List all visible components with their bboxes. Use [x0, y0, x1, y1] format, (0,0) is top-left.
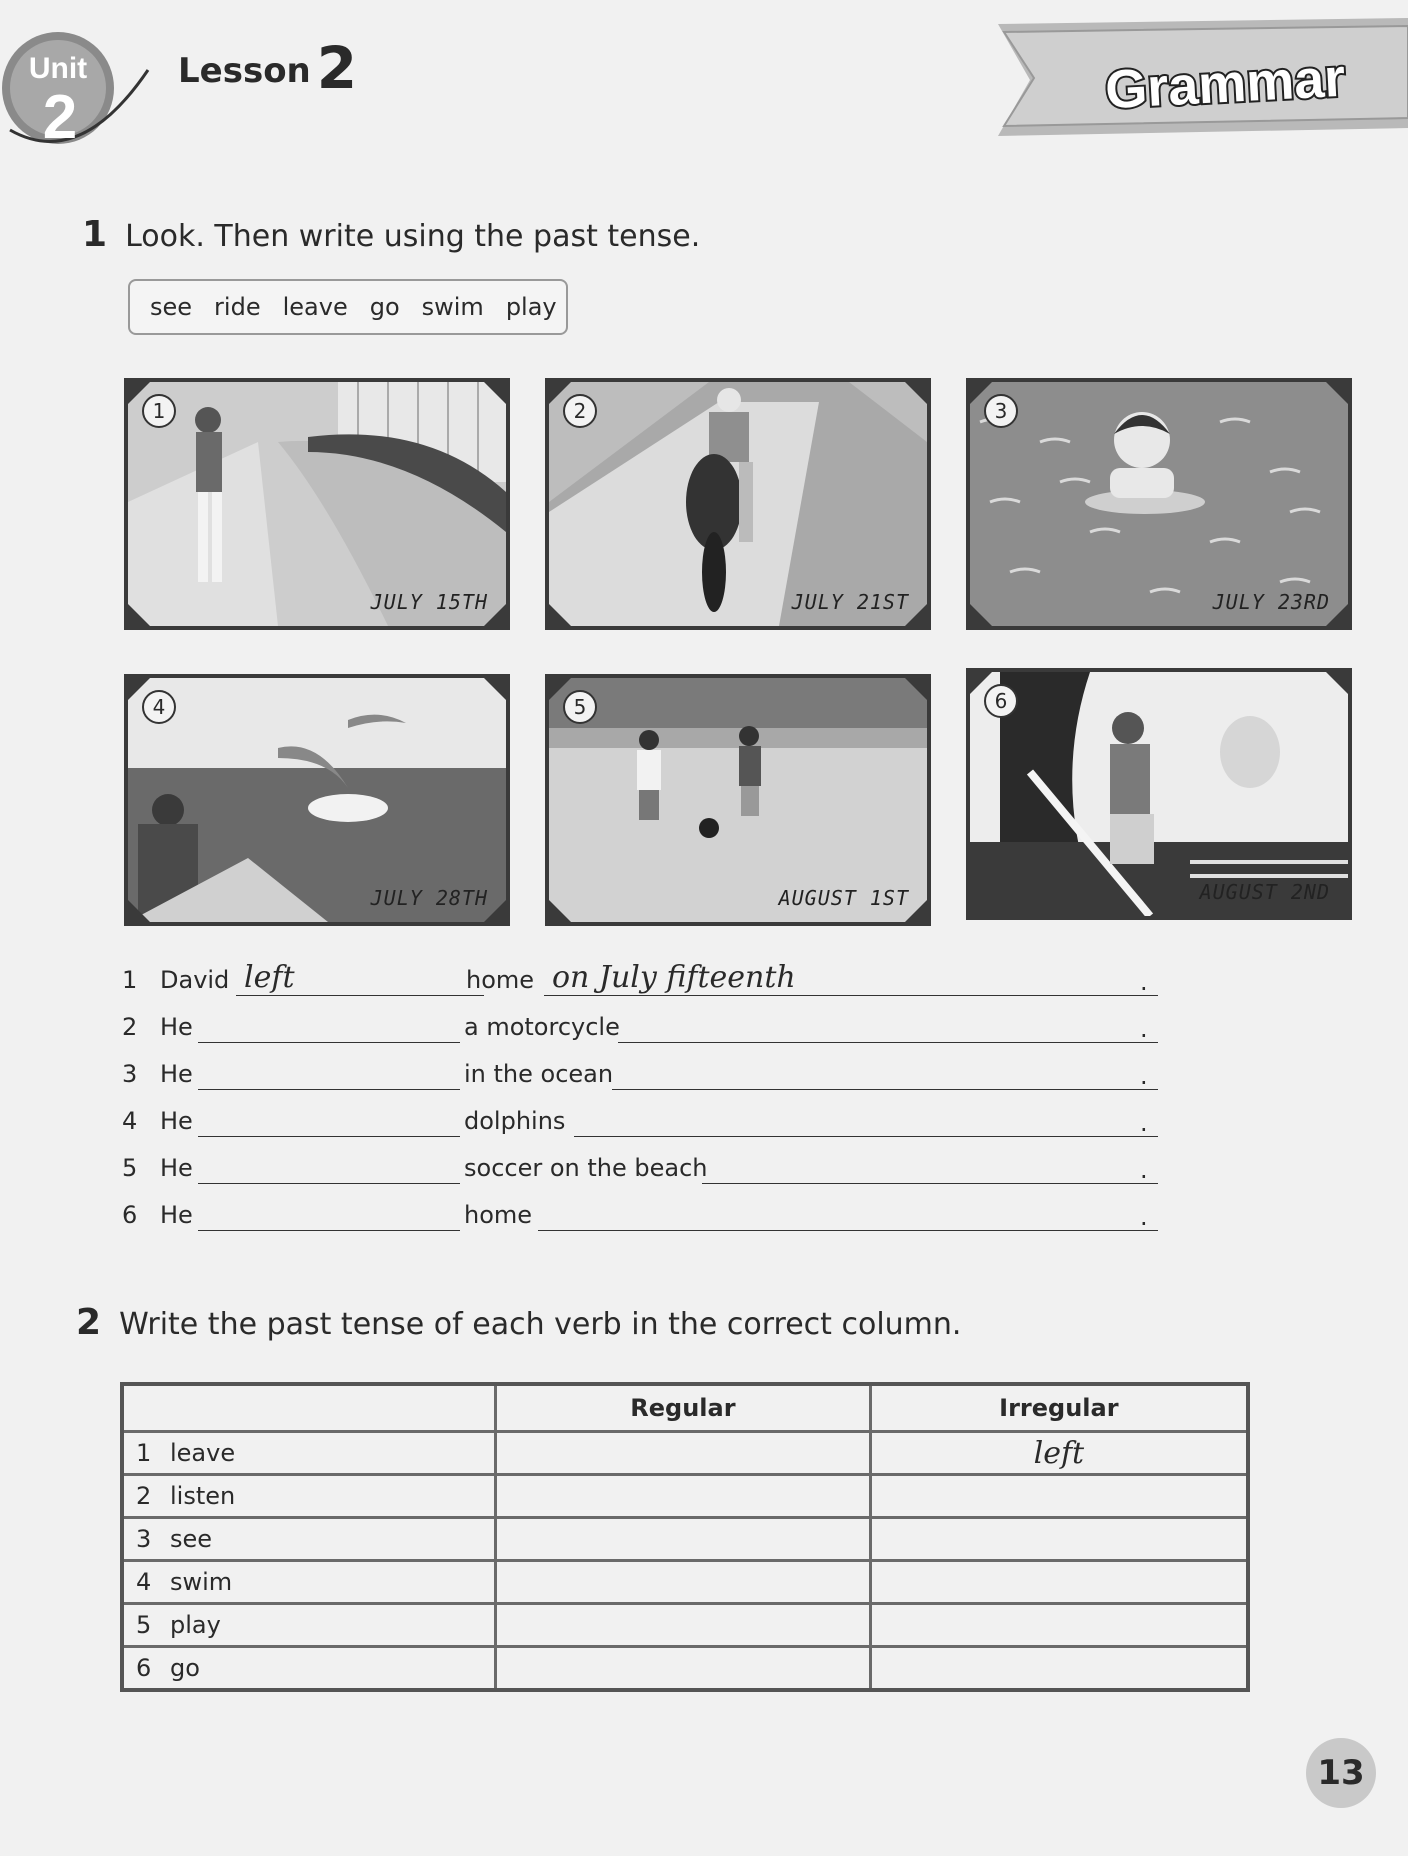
verb-answer-blank[interactable] — [198, 1100, 460, 1137]
grammar-banner — [990, 10, 1408, 150]
photo-corner — [484, 382, 506, 404]
word-bank — [128, 279, 568, 335]
verb-cell — [122, 1432, 496, 1475]
exercise-2-heading — [76, 1302, 961, 1343]
picture-date: AUGUST 1ST — [778, 886, 909, 910]
row-number: 5 — [136, 1611, 152, 1639]
end-answer-blank[interactable] — [538, 1194, 1158, 1231]
photo-corner — [970, 604, 992, 626]
row-number: 1 — [136, 1439, 152, 1467]
end-answer-blank[interactable] — [612, 1053, 1158, 1090]
picture-number: 1 — [142, 394, 176, 428]
verb-answer-blank[interactable] — [198, 1194, 460, 1231]
picture-number: 2 — [563, 394, 597, 428]
sentence-middle: home — [466, 966, 535, 994]
word-bank-item: see — [150, 293, 193, 321]
exercise-2-number: 2 — [76, 1302, 102, 1343]
period: . — [1140, 1062, 1148, 1090]
photo-corner — [484, 604, 506, 626]
sentence-subject: He — [160, 1154, 193, 1182]
irregular-cell[interactable]: left — [870, 1432, 1248, 1475]
period: . — [1140, 1109, 1148, 1137]
photo-corner — [1326, 382, 1348, 404]
photo-corner — [970, 672, 992, 694]
sentence-row — [122, 960, 1152, 1000]
exercise-1-number: 1 — [82, 214, 108, 255]
picture-3 — [966, 378, 1352, 630]
irregular-cell[interactable] — [870, 1518, 1248, 1561]
verb-cell — [122, 1518, 496, 1561]
verb-answer-blank[interactable] — [198, 1147, 460, 1184]
photo-corner — [128, 900, 150, 922]
photo-corner — [128, 604, 150, 626]
picture-4 — [124, 674, 510, 926]
picture-number: 4 — [142, 690, 176, 724]
photo-corner — [970, 894, 992, 916]
photo-corner — [1326, 894, 1348, 916]
verb-answer-blank[interactable] — [198, 1006, 460, 1043]
sentence-row — [122, 1148, 1152, 1188]
period: . — [1140, 1203, 1148, 1231]
word-bank-item: ride — [214, 293, 261, 321]
grammar-banner-text: Grammar — [1103, 47, 1347, 121]
table-header-row — [122, 1384, 1248, 1432]
verb: see — [170, 1525, 213, 1553]
end-answer-blank[interactable] — [618, 1006, 1158, 1043]
unit-number: 2 — [42, 83, 78, 152]
lesson-number: 2 — [316, 34, 358, 102]
unit-label: Unit — [28, 52, 88, 85]
photo-corner — [1326, 604, 1348, 626]
verb-answer-blank[interactable] — [198, 1053, 460, 1090]
sentence-row — [122, 1054, 1152, 1094]
picture-date: AUGUST 2ND — [1199, 880, 1330, 904]
photo-corner — [905, 678, 927, 700]
end-answer-blank[interactable] — [702, 1147, 1158, 1184]
verb-cell — [122, 1647, 496, 1691]
sentence-subject: He — [160, 1013, 193, 1041]
sentence-subject: He — [160, 1060, 193, 1088]
end-answer: on July fifteenth — [552, 960, 796, 995]
regular-cell[interactable] — [496, 1647, 871, 1691]
verb: listen — [170, 1482, 236, 1510]
photo-corner — [1326, 672, 1348, 694]
sentence-number: 5 — [122, 1154, 138, 1182]
exercise-1-heading — [82, 214, 700, 255]
photo-corner — [549, 382, 571, 404]
period: . — [1140, 968, 1148, 996]
sentence-number: 3 — [122, 1060, 138, 1088]
word-bank-item: play — [505, 293, 557, 321]
picture-date: JULY 28TH — [370, 886, 488, 910]
photo-corner — [970, 382, 992, 404]
photo-corner — [549, 678, 571, 700]
photo-corner — [128, 382, 150, 404]
irregular-cell[interactable] — [870, 1475, 1248, 1518]
photo-corner — [905, 604, 927, 626]
photo-corner — [484, 678, 506, 700]
unit-badge — [0, 20, 150, 160]
photo-corner — [484, 900, 506, 922]
picture-date: JULY 23RD — [1212, 590, 1330, 614]
photo-corner — [905, 900, 927, 922]
regular-cell[interactable] — [496, 1561, 871, 1604]
verb-table — [120, 1382, 1250, 1692]
end-answer-blank[interactable] — [544, 959, 1158, 996]
verb-answer-blank[interactable] — [236, 959, 484, 996]
sentence-number: 2 — [122, 1013, 138, 1041]
table-row — [122, 1604, 1248, 1647]
sentence-middle: home — [464, 1201, 533, 1229]
table-header-blank — [122, 1384, 496, 1432]
table-row — [122, 1432, 1248, 1475]
sentence-row — [122, 1101, 1152, 1141]
exercise-1-instruction: Look. Then write using the past tense. — [125, 219, 701, 254]
word-bank-item: swim — [421, 293, 484, 321]
sentence-middle: a motorcycle — [464, 1013, 620, 1041]
sentence-middle: soccer on the beach — [464, 1154, 708, 1182]
period: . — [1140, 1015, 1148, 1043]
picture-5 — [545, 674, 931, 926]
lesson-label: Lesson — [178, 51, 311, 91]
verb: swim — [170, 1568, 233, 1596]
sentence-middle: dolphins — [464, 1107, 566, 1135]
verb-cell — [122, 1604, 496, 1647]
regular-cell[interactable] — [496, 1604, 871, 1647]
table-header-irregular: Irregular — [870, 1384, 1248, 1432]
verb: leave — [170, 1439, 236, 1467]
picture-2 — [545, 378, 931, 630]
regular-cell[interactable] — [496, 1518, 871, 1561]
sentence-number: 6 — [122, 1201, 138, 1229]
lesson-title — [178, 34, 357, 102]
picture-date: JULY 21ST — [791, 590, 909, 614]
photo-corner — [905, 382, 927, 404]
picture-number: 6 — [984, 684, 1018, 718]
table-header-regular: Regular — [496, 1384, 871, 1432]
verb: go — [170, 1654, 200, 1682]
sentence-number: 1 — [122, 966, 138, 994]
word-bank-item: leave — [282, 293, 348, 321]
table-row — [122, 1475, 1248, 1518]
picture-number: 5 — [563, 690, 597, 724]
sentence-subject: He — [160, 1201, 193, 1229]
row-number: 2 — [136, 1482, 152, 1510]
picture-date: JULY 15TH — [370, 590, 488, 614]
row-number: 6 — [136, 1654, 152, 1682]
sentence-number: 4 — [122, 1107, 138, 1135]
exercise-2-instruction: Write the past tense of each verb in the correct column. — [119, 1307, 962, 1342]
irregular-cell[interactable] — [870, 1604, 1248, 1647]
row-number: 4 — [136, 1568, 152, 1596]
period: . — [1140, 1156, 1148, 1184]
table-row — [122, 1561, 1248, 1604]
picture-number: 3 — [984, 394, 1018, 428]
photo-corner — [549, 900, 571, 922]
sentence-subject: He — [160, 1107, 193, 1135]
verb: play — [170, 1611, 221, 1639]
page-number: 13 — [1306, 1738, 1376, 1808]
sentence-middle: in the ocean — [464, 1060, 614, 1088]
irregular-cell[interactable] — [870, 1647, 1248, 1691]
photo-corner — [549, 604, 571, 626]
end-answer-blank[interactable] — [574, 1100, 1158, 1137]
irregular-cell[interactable] — [870, 1561, 1248, 1604]
photo-corner — [128, 678, 150, 700]
table-row — [122, 1647, 1248, 1691]
verb-cell — [122, 1475, 496, 1518]
verb-cell — [122, 1561, 496, 1604]
word-bank-item: go — [369, 293, 400, 321]
picture-6 — [966, 668, 1352, 920]
row-number: 3 — [136, 1525, 152, 1553]
sentence-row — [122, 1007, 1152, 1047]
regular-cell[interactable] — [496, 1432, 871, 1475]
table-row — [122, 1518, 1248, 1561]
sentence-subject: David — [160, 966, 230, 994]
picture-1 — [124, 378, 510, 630]
verb-answer: left — [244, 960, 295, 995]
sentence-row — [122, 1195, 1152, 1235]
regular-cell[interactable] — [496, 1475, 871, 1518]
